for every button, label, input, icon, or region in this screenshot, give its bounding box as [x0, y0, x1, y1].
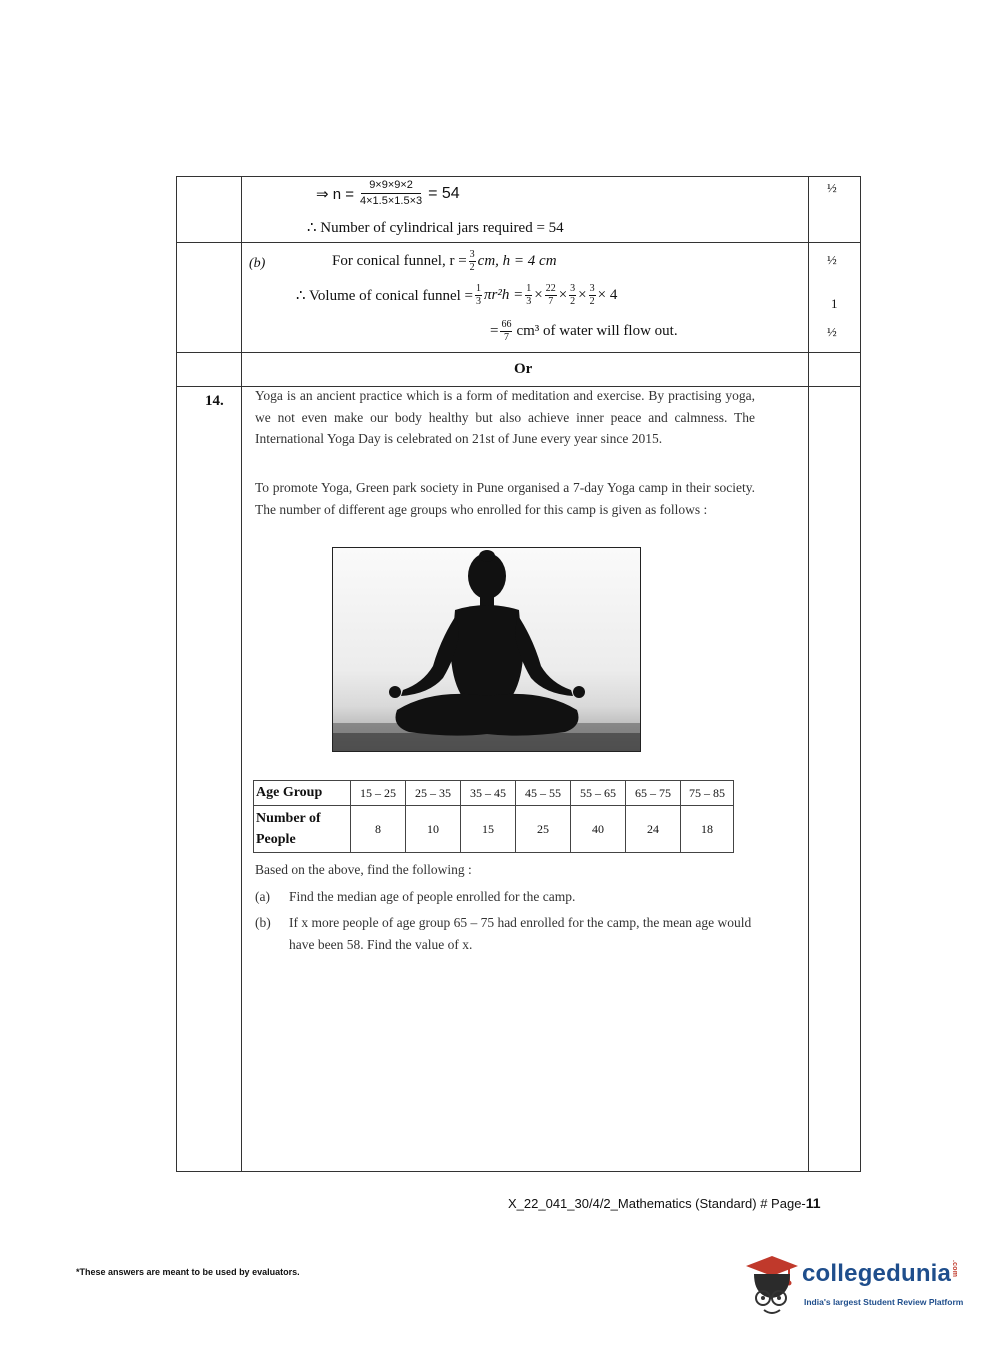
jars-conclusion: ∴ Number of cylindrical jars required = 54 [307, 220, 564, 236]
fraction-one-third: $\frac{1}{3}$ [476, 283, 481, 307]
age-group-cell: 55 – 65 [571, 781, 626, 806]
question-para-2: To promote Yoga, Green park society in Pune organised a 7-day Yoga camp in their society. The number of different age groups who enrolled for this camp is given as follows : [255, 480, 755, 517]
part-b-label: (b) [249, 256, 266, 271]
yoga-image [332, 547, 641, 752]
age-group-cell: 35 – 45 [461, 781, 516, 806]
question-number: 14. [205, 393, 224, 409]
age-group-cell: 15 – 25 [351, 781, 406, 806]
fraction-pi: $\frac{22}{7}$ [545, 283, 556, 307]
volume-formula: ∴ Volume of conical funnel = $\frac{1}{3}$ πr²h = $\frac{1}{3}$ × $\frac{22}{7}$ × $\frac{3}{2}$ × $\frac{3}{2}$ × 4 [296, 283, 618, 307]
n-numerator: 9×9×9×2 [361, 180, 421, 194]
radius-fraction: $\frac{3}{2}$ [469, 249, 475, 273]
page-reference: X_22_041_30/4/2_Mathematics (Standard) # Page-11 [508, 1195, 821, 1211]
funnel-dimensions: For conical funnel, r = $\frac{3}{2}$ cm, h = 4 cm [332, 249, 557, 273]
meditation-silhouette-icon [333, 548, 640, 751]
mark-a: ½ [827, 180, 837, 195]
table-row [254, 806, 734, 853]
count-cell: 10 [406, 806, 461, 853]
n-denominator: 4×1.5×1.5×3 [360, 195, 423, 207]
brand-name: collegedunia.com [802, 1260, 959, 1287]
table-header-count: Number of People [254, 806, 351, 853]
part-b-q-label: (b) [255, 915, 271, 930]
age-group-cell: 65 – 75 [626, 781, 681, 806]
count-cell: 18 [681, 806, 734, 853]
mark-b-3: ½ [827, 324, 837, 339]
count-cell: 40 [571, 806, 626, 853]
age-group-cell: 25 – 35 [406, 781, 461, 806]
fraction-one-third-b: $\frac{1}{3}$ [526, 283, 532, 307]
mark-b-1: ½ [827, 252, 837, 267]
table-header-age-group: Age Group [254, 781, 351, 806]
count-cell: 8 [351, 806, 406, 853]
part-a-text: Find the median age of people enrolled for the camp. [289, 889, 576, 904]
volume-result: = $\frac{66}{7}$ cm³ of water will flow out. [490, 319, 678, 343]
age-group-table [253, 780, 734, 853]
mark-b-2: 1 [831, 296, 838, 311]
n-result: = 54 [428, 184, 460, 202]
evaluator-note: *These answers are meant to be used by evaluators. [76, 1267, 300, 1277]
graduate-mascot-icon [744, 1252, 800, 1318]
fraction-result: $\frac{66}{7}$ [501, 319, 512, 343]
count-cell: 15 [461, 806, 516, 853]
fraction-three-halves-a: $\frac{3}{2}$ [570, 283, 576, 307]
n-arrow: ⇒ n = [316, 185, 355, 203]
age-table-wrap [253, 780, 734, 853]
brand-tagline: India's largest Student Review Platform [804, 1297, 964, 1307]
n-equation [316, 180, 460, 207]
count-cell: 25 [516, 806, 571, 853]
fraction-three-halves-b: $\frac{3}{2}$ [589, 283, 595, 307]
brand-logo [744, 1252, 976, 1318]
age-group-cell: 75 – 85 [681, 781, 734, 806]
or-label: Or [514, 361, 533, 377]
part-b-q-text: If x more people of age group 65 – 75 had enrolled for the camp, the mean age would have been 58. Find the value of x. [289, 915, 752, 952]
part-a-label: (a) [255, 889, 270, 904]
question-para-1: Yoga is an ancient practice which is a form of meditation and exercise. By practising yoga, we not even make our body healthy but also achieve inner peace and calmness. The International Yoga Day is celebrated on 21st of June every year since 2015. [255, 388, 755, 446]
table-row [254, 781, 734, 806]
age-group-cell: 45 – 55 [516, 781, 571, 806]
question-prompt: Based on the above, find the following : [255, 862, 472, 877]
page-number: 11 [805, 1195, 821, 1211]
count-cell: 24 [626, 806, 681, 853]
